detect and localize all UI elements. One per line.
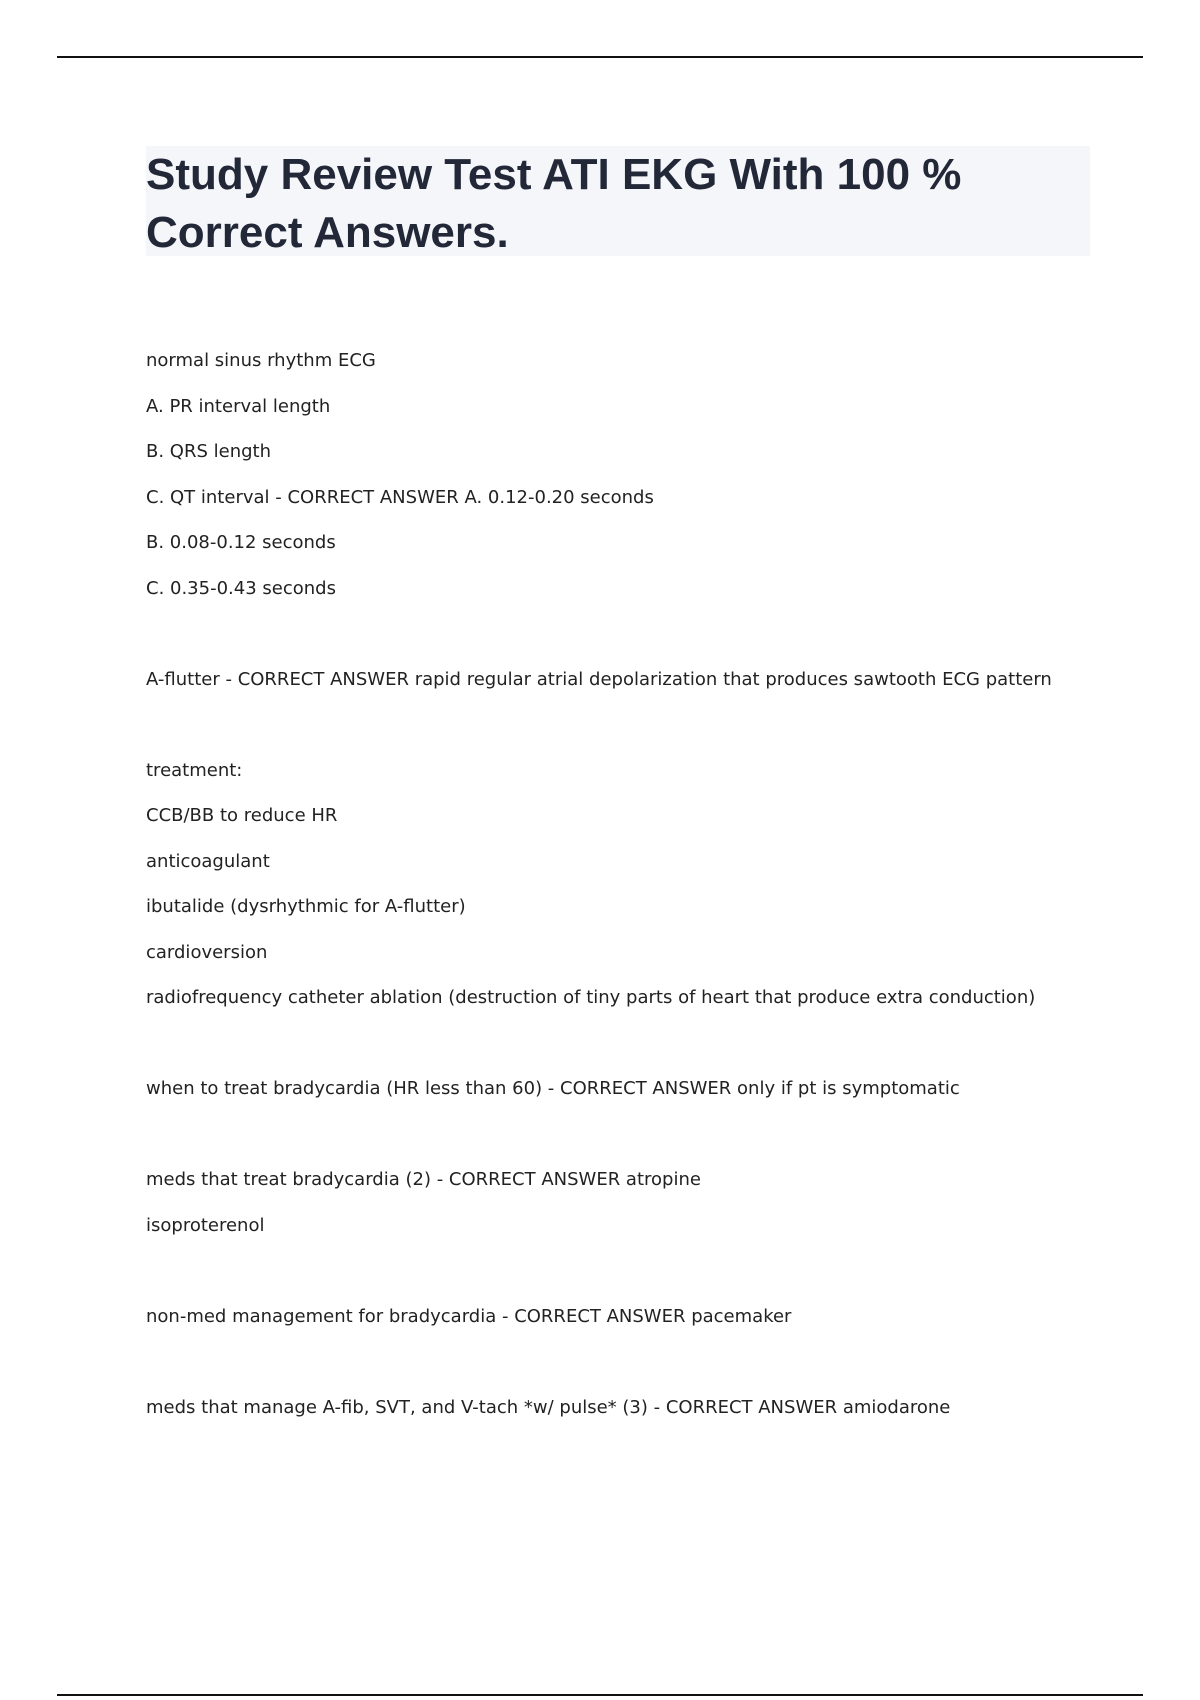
top-rule <box>57 56 1143 58</box>
text-line: non-med management for bradycardia - CORRECT ANSWER pacemaker <box>146 1306 792 1327</box>
text-line: normal sinus rhythm ECG <box>146 350 376 371</box>
page-title <box>146 146 1090 262</box>
text-line: ibutalide (dysrhythmic for A-flutter) <box>146 896 466 917</box>
title-line-2: Correct Answers. <box>146 208 509 257</box>
text-line: C. 0.35-0.43 seconds <box>146 578 336 599</box>
title-line-1: Study Review Test ATI EKG With 100 % <box>146 150 962 199</box>
text-line: C. QT interval - CORRECT ANSWER A. 0.12-0.20 seconds <box>146 487 654 508</box>
text-line: when to treat bradycardia (HR less than 60) - CORRECT ANSWER only if pt is symptomatic <box>146 1078 960 1099</box>
text-line: B. QRS length <box>146 441 271 462</box>
title-block <box>146 146 1090 256</box>
text-line: radiofrequency catheter ablation (destruction of tiny parts of heart that produce extra conduction) <box>146 987 1036 1008</box>
text-line: treatment: <box>146 760 243 781</box>
bottom-rule <box>57 1694 1143 1696</box>
text-line: isoproterenol <box>146 1215 265 1236</box>
text-line: anticoagulant <box>146 851 270 872</box>
text-line: B. 0.08-0.12 seconds <box>146 532 336 553</box>
text-line: meds that treat bradycardia (2) - CORRECT ANSWER atropine <box>146 1169 701 1190</box>
text-line: A. PR interval length <box>146 396 331 417</box>
text-line: cardioversion <box>146 942 268 963</box>
text-line: meds that manage A-fib, SVT, and V-tach *w/ pulse* (3) - CORRECT ANSWER amiodarone <box>146 1397 951 1418</box>
text-line: A-flutter - CORRECT ANSWER rapid regular atrial depolarization that produces sawtooth ECG pattern <box>146 669 1052 690</box>
text-line: CCB/BB to reduce HR <box>146 805 338 826</box>
